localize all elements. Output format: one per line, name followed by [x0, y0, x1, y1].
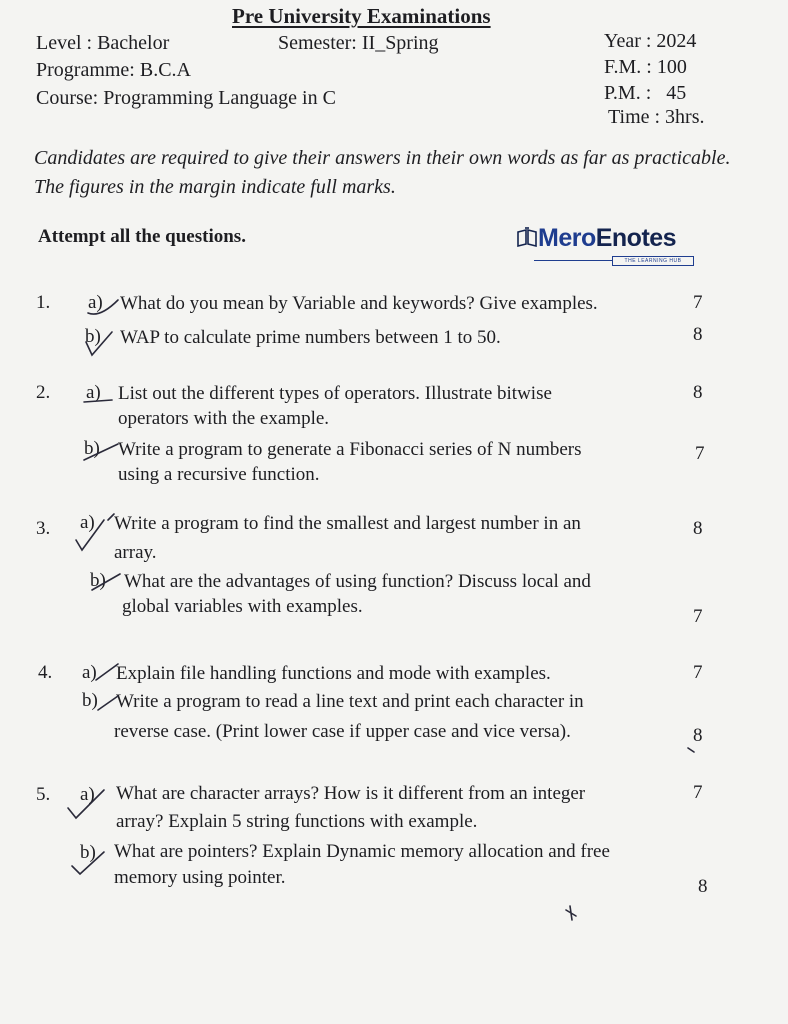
part-label: a) — [80, 512, 95, 533]
logo-wordmark: MeroEnotes — [538, 224, 677, 252]
semester-label: Semester: II_Spring — [278, 32, 439, 54]
tick-mark — [96, 664, 118, 680]
marks: 8 — [693, 324, 703, 345]
question-text: What are pointers? Explain Dynamic memory allocation and free — [114, 841, 610, 862]
marks: 7 — [693, 782, 703, 803]
marks: 7 — [695, 443, 705, 464]
pass-marks-label: P.M. : 45 — [604, 82, 687, 104]
part-label: b) — [84, 438, 100, 459]
tick-mark — [92, 574, 120, 590]
attempt-instruction: Attempt all the questions. — [38, 226, 246, 247]
question-text: Write a program to generate a Fibonacci series of N numbers — [118, 439, 582, 460]
tick-mark — [84, 444, 118, 460]
question-number: 2. — [36, 382, 51, 403]
full-marks-label: F.M. : 100 — [604, 56, 687, 78]
logo-tagline: THE LEARNING HUB — [612, 256, 694, 266]
part-label: a) — [86, 382, 101, 403]
tick-mark — [88, 300, 118, 314]
question-number: 5. — [36, 784, 51, 805]
tick-mark — [566, 906, 576, 920]
level-label: Level : Bachelor — [36, 32, 170, 54]
question-text: What are the advantages of using function? Discuss local and — [124, 571, 591, 592]
question-text: Explain file handling functions and mode with examples. — [116, 663, 551, 684]
question-number: 1. — [36, 292, 51, 313]
marks: 7 — [693, 662, 703, 683]
instruction-text: Candidates are required to give their answers in their own words as far as practicable. The figures in the margin indicate full marks. — [34, 147, 731, 198]
marks: 8 — [693, 518, 703, 539]
tick-mark — [76, 520, 104, 550]
question-text-continued: array. — [114, 542, 157, 563]
question-text-continued: array? Explain 5 string functions with example. — [116, 811, 478, 832]
question-text-continued: memory using pointer. — [114, 867, 286, 888]
part-label: b) — [85, 326, 101, 347]
question-number: 4. — [38, 662, 53, 683]
course-label: Course: Programming Language in C — [36, 87, 336, 109]
question-text: What do you mean by Variable and keywords? Give examples. — [120, 293, 598, 314]
tick-mark — [86, 332, 112, 355]
part-label: a) — [82, 662, 97, 683]
marks: 7 — [693, 292, 703, 313]
question-text: List out the different types of operators. Illustrate bitwise — [118, 383, 552, 404]
time-label: Time : 3hrs. — [608, 106, 705, 128]
question-text: WAP to calculate prime numbers between 1 to 50. — [120, 327, 501, 348]
marks: 8 — [693, 382, 703, 403]
tick-mark — [108, 514, 114, 520]
tick-mark — [68, 790, 104, 818]
part-label: b) — [90, 570, 106, 591]
part-label: b) — [82, 690, 98, 711]
part-label: a) — [88, 292, 103, 313]
question-text: What are character arrays? How is it different from an integer — [116, 783, 586, 804]
question-text: Write a program to find the smallest and largest number in an — [114, 513, 581, 534]
part-label: b) — [80, 842, 96, 863]
tick-mark — [84, 400, 112, 402]
question-text: Write a program to read a line text and print each character in — [116, 691, 584, 712]
exam-title: Pre University Examinations — [232, 4, 491, 28]
marks: 7 — [693, 606, 703, 627]
question-text-continued: reverse case. (Print lower case if upper case and vice versa). — [114, 721, 571, 742]
question-number: 3. — [36, 518, 51, 539]
programme-label: Programme: B.C.A — [36, 59, 191, 81]
year-label: Year : 2024 — [604, 30, 697, 52]
tick-mark — [72, 852, 104, 874]
question-text-continued: global variables with examples. — [122, 596, 363, 617]
part-label: a) — [80, 784, 95, 805]
marks: 8 — [693, 725, 703, 746]
tick-mark — [688, 748, 694, 752]
tick-mark — [98, 696, 118, 710]
question-text-continued: using a recursive function. — [118, 464, 320, 485]
question-text-continued: operators with the example. — [118, 408, 330, 429]
marks: 8 — [698, 876, 708, 897]
